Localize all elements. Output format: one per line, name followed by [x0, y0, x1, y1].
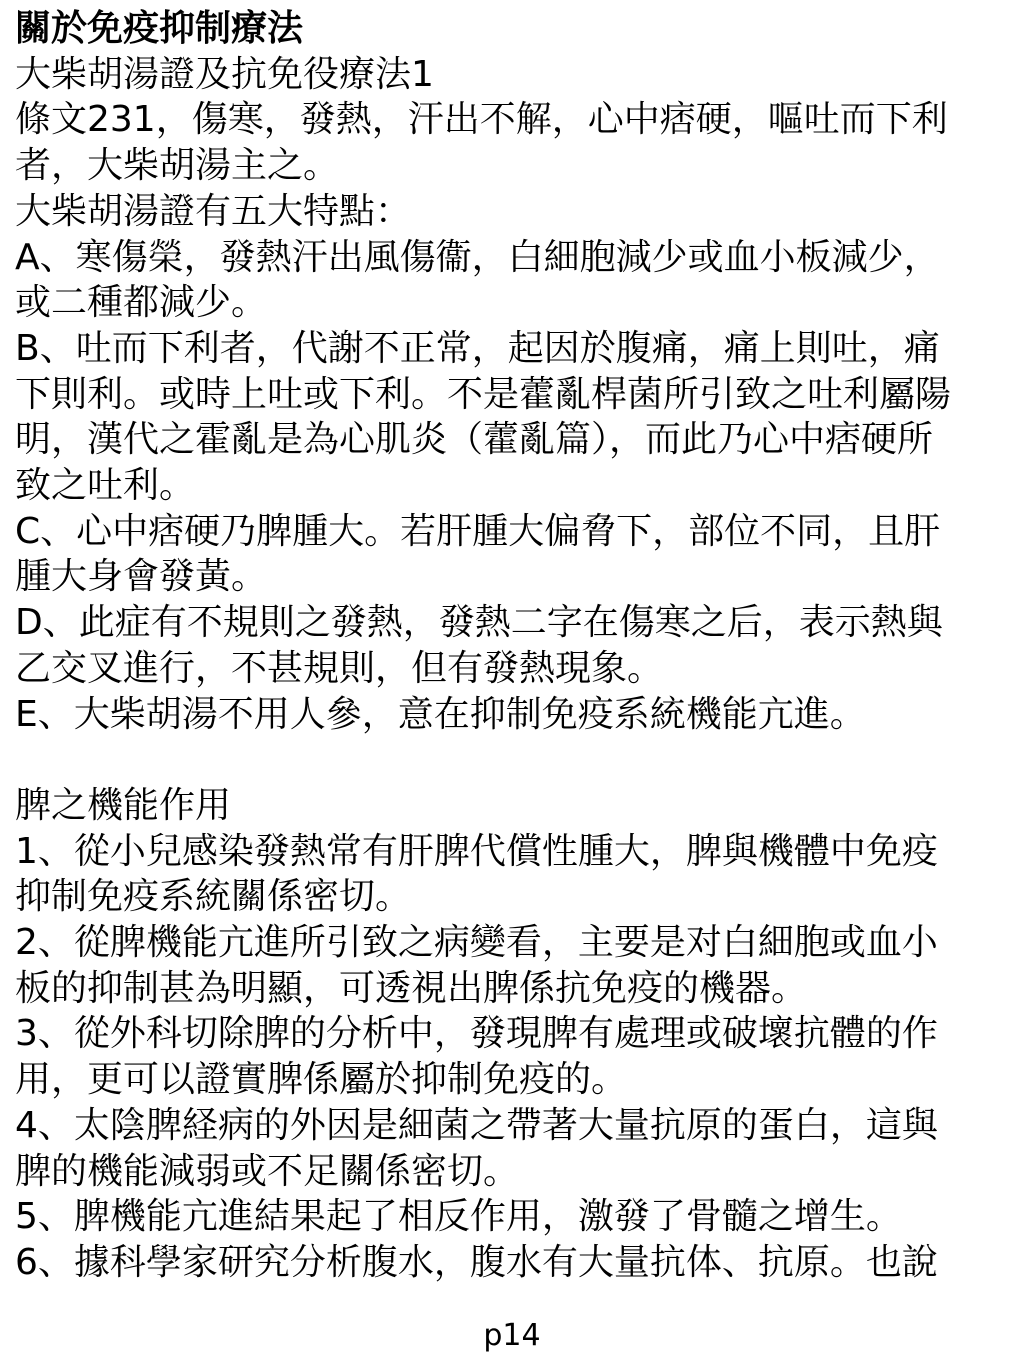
- text-line: 者，大柴胡湯主之。: [15, 145, 340, 187]
- text-line: 條文231，傷寒，發熱，汗出不解，心中痞硬，嘔吐而下利: [15, 99, 948, 141]
- feature-d: [15, 600, 1007, 691]
- text-line: 5、脾機能亢進結果起了相反作用，激發了骨髓之增生。: [15, 1196, 902, 1238]
- text-line: 板的抑制甚為明顯，可透視出脾係抗免疫的機器。: [15, 967, 808, 1009]
- spleen-heading: 脾之機能作用: [15, 784, 232, 826]
- text-line: 腫大身會發黃。: [15, 556, 268, 598]
- feature-b: [15, 326, 1007, 509]
- document-title: 關於免疫抑制療法: [15, 8, 304, 49]
- text-line: 致之吐利。: [15, 465, 196, 507]
- spleen-point-4: [15, 1103, 1007, 1194]
- feature-e: [15, 692, 1007, 738]
- text-line: 6、據科學家研究分析腹水，腹水有大量抗体、抗原。也說: [15, 1241, 938, 1283]
- spleen-point-2: [15, 920, 1007, 1011]
- spleen-point-5: [15, 1194, 1007, 1240]
- features-heading: 大柴胡湯證有五大特點：: [15, 190, 412, 232]
- clause-paragraph: [15, 97, 1007, 188]
- text-line: C、心中痞硬乃脾腫大。若肝腫大偏脅下，部位不同，且肝: [15, 510, 941, 552]
- text-line: 4、太陰脾経病的外因是細菌之帶著大量抗原的蛋白，這與: [15, 1104, 938, 1146]
- page-number: p14: [483, 1318, 541, 1353]
- feature-a: [15, 235, 1007, 326]
- text-line: D、此症有不規則之發熱，發熱二字在傷寒之后，表示熱與: [15, 602, 943, 644]
- text-line: B、吐而下利者，代謝不正常，起因於腹痛，痛上則吐，痛: [15, 327, 940, 369]
- document-page: [15, 6, 1007, 1286]
- spleen-point-1: [15, 829, 1007, 920]
- text-line: 明，漢代之霍亂是為心肌炎（藿亂篇），而此乃心中痞硬所: [15, 419, 934, 461]
- document-subtitle: 大柴胡湯證及抗免役療法1: [15, 53, 434, 95]
- text-line: 乙交叉進行，不甚規則，但有發熱現象。: [15, 647, 664, 689]
- text-line: 用，更可以證實脾係屬於抑制免疫的。: [15, 1059, 628, 1101]
- text-line: 抑制免疫系統關係密切。: [15, 876, 412, 918]
- text-line: 下則利。或時上吐或下利。不是藿亂桿菌所引致之吐利屬陽: [15, 373, 952, 415]
- text-line: 1、從小兒感染發熱常有肝脾代償性腫大，脾與機體中免疫: [15, 830, 938, 872]
- text-line: E、大柴胡湯不用人參，意在抑制免疫系統機能亢進。: [15, 693, 866, 735]
- text-line: 或二種都減少。: [15, 282, 268, 324]
- text-line: 3、從外科切除脾的分析中，發現脾有處理或破壞抗體的作: [15, 1013, 938, 1055]
- text-line: A、寒傷榮，發熱汗出風傷衞，白細胞減少或血小板減少，: [15, 236, 940, 278]
- text-line: 2、從脾機能亢進所引致之病變看，主要是对白細胞或血小: [15, 922, 938, 964]
- paragraph-spacer: [15, 737, 1007, 783]
- text-line: 脾的機能減弱或不足關係密切。: [15, 1150, 520, 1192]
- feature-c: [15, 509, 1007, 600]
- spleen-point-3: [15, 1011, 1007, 1102]
- spleen-point-6: [15, 1240, 1007, 1286]
